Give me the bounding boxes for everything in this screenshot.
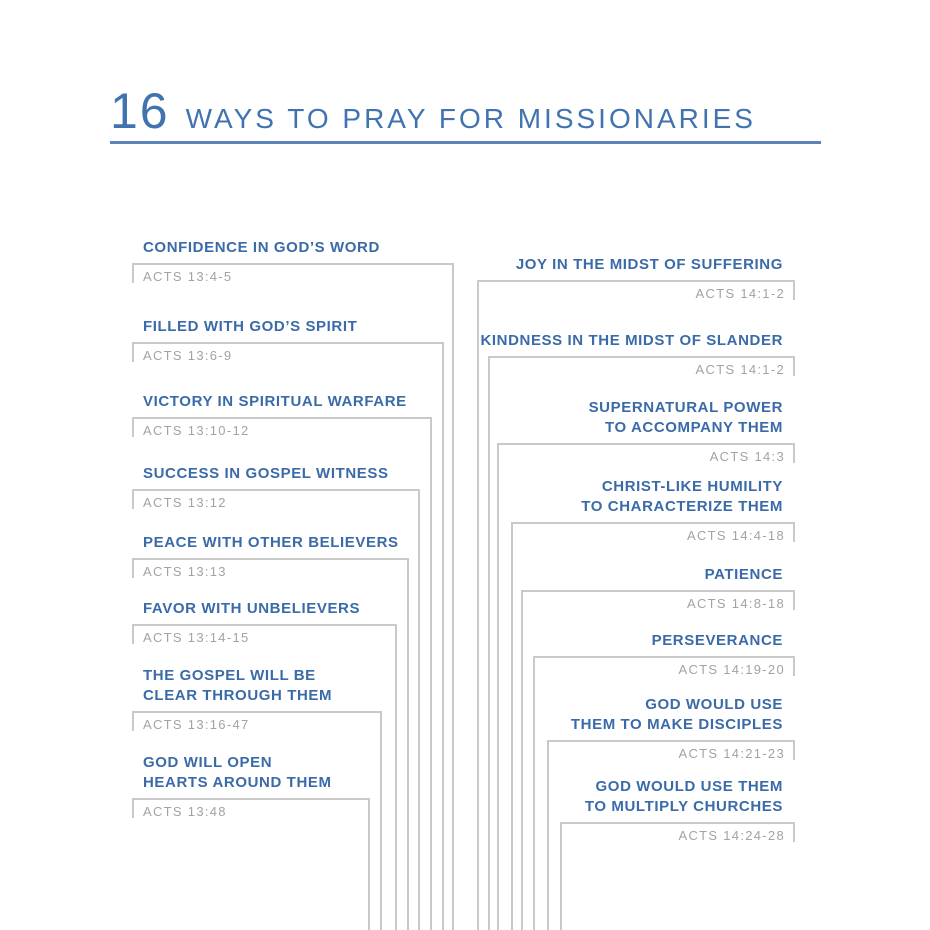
bracket-horizontal-line bbox=[560, 822, 795, 824]
bracket-horizontal-line bbox=[477, 280, 795, 282]
bracket-end-tick bbox=[132, 558, 134, 578]
bracket-horizontal-line bbox=[521, 590, 795, 592]
bracket-horizontal-line bbox=[547, 740, 795, 742]
scripture-reference: ACTS 14:21-23 bbox=[678, 746, 785, 761]
scripture-reference: ACTS 14:3 bbox=[709, 449, 785, 464]
prayer-item-heading-line: TO MULTIPLY CHURCHES bbox=[584, 798, 783, 815]
prayer-item-heading bbox=[589, 398, 783, 438]
bracket-end-tick bbox=[793, 522, 795, 542]
prayer-item-heading bbox=[652, 631, 783, 651]
scripture-reference: ACTS 14:19-20 bbox=[678, 662, 785, 677]
prayer-item-heading-line: CHRIST-LIKE HUMILITY bbox=[601, 478, 783, 495]
bracket-horizontal-line bbox=[132, 798, 368, 800]
scripture-reference: ACTS 13:48 bbox=[143, 804, 227, 819]
prayer-item-heading-line: CONFIDENCE IN GOD’S WORD bbox=[143, 239, 380, 256]
bracket-end-tick bbox=[793, 590, 795, 610]
bracket-end-tick bbox=[132, 342, 134, 362]
scripture-reference: ACTS 14:8-18 bbox=[687, 596, 785, 611]
prayer-item-heading-line: JOY IN THE MIDST OF SUFFERING bbox=[515, 256, 783, 273]
prayer-item-heading bbox=[143, 392, 407, 412]
prayer-item-heading-line: SUPERNATURAL POWER bbox=[588, 399, 783, 416]
prayer-item-heading bbox=[143, 753, 332, 793]
bracket-end-tick bbox=[132, 417, 134, 437]
bracket-end-tick bbox=[793, 356, 795, 376]
prayer-item-heading-line: SUCCESS IN GOSPEL WITNESS bbox=[143, 465, 389, 482]
prayer-item-heading-line: GOD WILL OPEN bbox=[143, 754, 273, 771]
bracket-vertical-line bbox=[477, 280, 479, 930]
prayer-item-heading bbox=[143, 666, 332, 706]
bracket-end-tick bbox=[132, 489, 134, 509]
bracket-vertical-line bbox=[533, 656, 535, 930]
bracket-horizontal-line bbox=[132, 489, 418, 491]
scripture-reference: ACTS 13:12 bbox=[143, 495, 227, 510]
bracket-end-tick bbox=[132, 798, 134, 818]
prayer-item-heading bbox=[143, 599, 360, 619]
scripture-reference: ACTS 13:6-9 bbox=[143, 348, 233, 363]
bracket-end-tick bbox=[132, 711, 134, 731]
prayer-item-heading-line: GOD WOULD USE bbox=[645, 696, 783, 713]
prayer-item-heading bbox=[705, 565, 783, 585]
prayer-item-heading-line: KINDNESS IN THE MIDST OF SLANDER bbox=[480, 332, 783, 349]
scripture-reference: ACTS 13:14-15 bbox=[143, 630, 250, 645]
scripture-reference: ACTS 13:10-12 bbox=[143, 423, 250, 438]
bracket-end-tick bbox=[793, 443, 795, 463]
bracket-vertical-line bbox=[395, 624, 397, 930]
prayer-item-heading-line: PERSEVERANCE bbox=[651, 632, 783, 649]
bracket-vertical-line bbox=[547, 740, 549, 930]
bracket-horizontal-line bbox=[132, 558, 407, 560]
bracket-vertical-line bbox=[380, 711, 382, 930]
prayer-item-heading-line: CLEAR THROUGH THEM bbox=[143, 687, 333, 704]
prayer-item-heading bbox=[571, 695, 783, 735]
prayer-item-heading-line: FAVOR WITH UNBELIEVERS bbox=[143, 600, 361, 617]
prayer-item-heading bbox=[143, 317, 357, 337]
scripture-reference: ACTS 14:4-18 bbox=[687, 528, 785, 543]
prayer-item-heading-line: THE GOSPEL WILL BE bbox=[143, 667, 316, 684]
scripture-reference: ACTS 14:24-28 bbox=[678, 828, 785, 843]
bracket-end-tick bbox=[132, 624, 134, 644]
bracket-vertical-line bbox=[511, 522, 513, 930]
bracket-horizontal-line bbox=[533, 656, 795, 658]
scripture-reference: ACTS 14:1-2 bbox=[695, 286, 785, 301]
bracket-end-tick bbox=[132, 263, 134, 283]
bracket-horizontal-line bbox=[132, 342, 442, 344]
prayer-item-heading bbox=[516, 255, 783, 275]
bracket-horizontal-line bbox=[497, 443, 795, 445]
bracket-vertical-line bbox=[497, 443, 499, 930]
scripture-reference: ACTS 13:4-5 bbox=[143, 269, 233, 284]
prayer-item-heading-line: FILLED WITH GOD’S SPIRIT bbox=[143, 318, 358, 335]
bracket-end-tick bbox=[793, 656, 795, 676]
bracket-end-tick bbox=[793, 280, 795, 300]
prayer-item-heading-line: VICTORY IN SPIRITUAL WARFARE bbox=[143, 393, 407, 410]
bracket-end-tick bbox=[793, 740, 795, 760]
prayer-item-heading bbox=[143, 464, 389, 484]
bracket-horizontal-line bbox=[132, 624, 395, 626]
bracket-horizontal-line bbox=[511, 522, 795, 524]
prayer-item-heading-line: TO CHARACTERIZE THEM bbox=[581, 498, 783, 515]
bracket-vertical-line bbox=[418, 489, 420, 930]
prayer-item-heading bbox=[480, 331, 783, 351]
bracket-vertical-line bbox=[430, 417, 432, 930]
title-underline bbox=[110, 141, 821, 144]
prayer-item-heading bbox=[143, 238, 380, 258]
bracket-vertical-line bbox=[442, 342, 444, 930]
bracket-horizontal-line bbox=[132, 711, 380, 713]
bracket-vertical-line bbox=[452, 263, 454, 930]
prayer-item-heading bbox=[581, 477, 783, 517]
title-number: 16 bbox=[110, 83, 170, 139]
prayer-item-heading-line: PATIENCE bbox=[704, 566, 783, 583]
bracket-vertical-line bbox=[368, 798, 370, 930]
scripture-reference: ACTS 14:1-2 bbox=[695, 362, 785, 377]
bracket-end-tick bbox=[793, 822, 795, 842]
bracket-vertical-line bbox=[560, 822, 562, 930]
prayer-item-heading-line: HEARTS AROUND THEM bbox=[143, 774, 332, 791]
prayer-item-heading-line: THEM TO MAKE DISCIPLES bbox=[570, 716, 783, 733]
scripture-reference: ACTS 13:13 bbox=[143, 564, 227, 579]
prayer-item-heading-line: PEACE WITH OTHER BELIEVERS bbox=[143, 534, 399, 551]
bracket-vertical-line bbox=[521, 590, 523, 930]
bracket-horizontal-line bbox=[132, 417, 430, 419]
scripture-reference: ACTS 13:16-47 bbox=[143, 717, 250, 732]
title-text: WAYS TO PRAY FOR MISSIONARIES bbox=[185, 103, 756, 134]
prayer-item-heading-line: GOD WOULD USE THEM bbox=[595, 778, 783, 795]
bracket-vertical-line bbox=[407, 558, 409, 930]
page-title bbox=[110, 83, 822, 139]
bracket-vertical-line bbox=[488, 356, 490, 930]
bracket-horizontal-line bbox=[488, 356, 795, 358]
prayer-item-heading bbox=[143, 533, 399, 553]
bracket-horizontal-line bbox=[132, 263, 452, 265]
prayer-item-heading-line: TO ACCOMPANY THEM bbox=[605, 419, 783, 436]
prayer-item-heading bbox=[585, 777, 783, 817]
